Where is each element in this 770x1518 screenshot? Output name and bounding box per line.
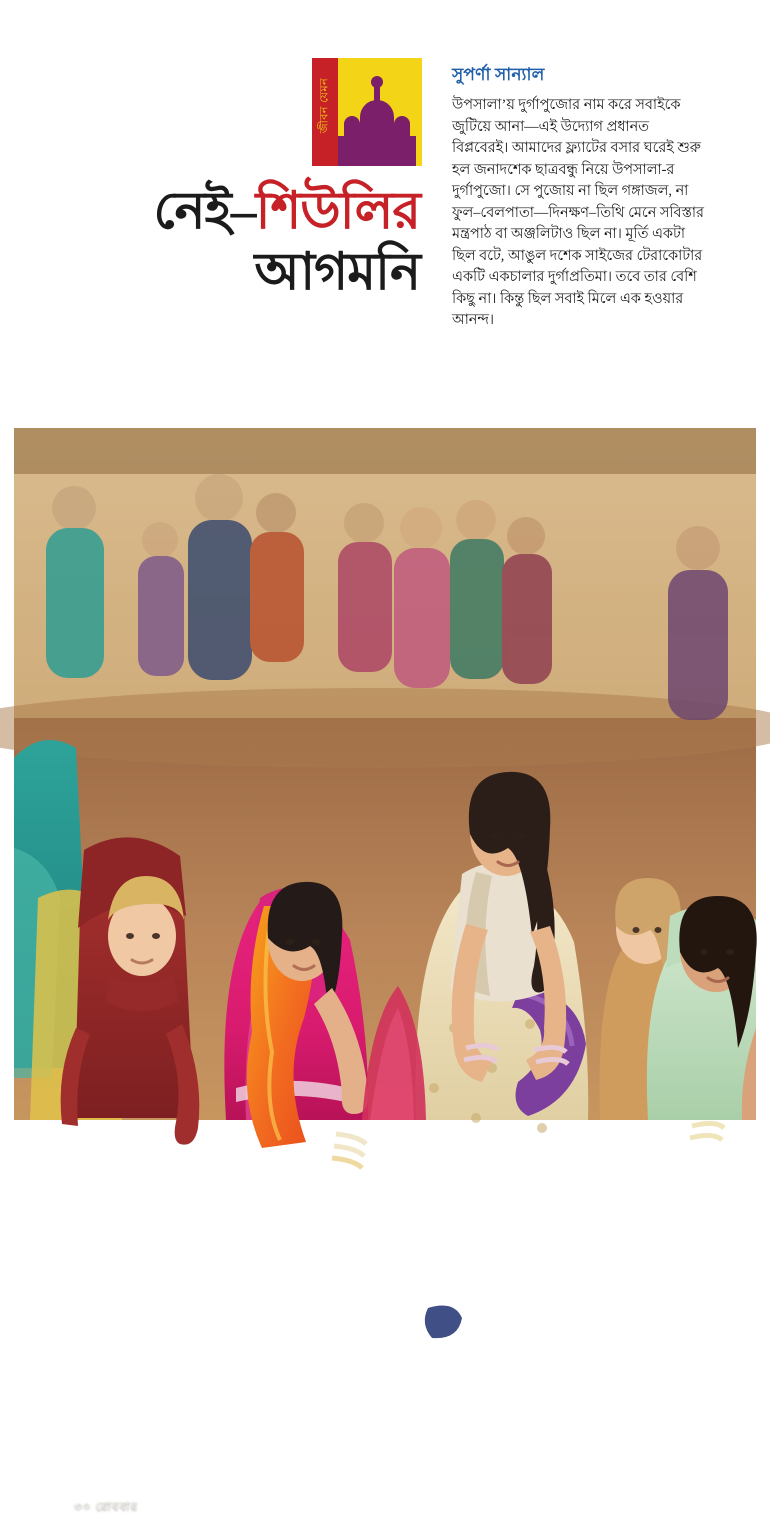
headline-line2-text: আগমন (254, 243, 420, 301)
standfirst-paragraph: উপসালা’য় দুর্গাপুজোর নাম করে সবাইকে জুটিয়ে আনা—এই উদ্যোগ প্রধানত বিপ্লবেরই। আমাদের ফ্ল্যাটের বসার ঘরেই শুরু হল জনাদশেক ছাত্রবন্ধু নিয়ে উপসালা-র দুর্গাপুজো। সে পুজোয় না ছিল গঙ্গাজল, না ফুল–বেলপাতা—দিনক্ষণ–তিথি মেনে সবিস্তার মন্ত্রপাঠ বা অঞ্জলিটাও ছিল না। মূর্তি একটা ছিল বটে, আঙুল দশেক সাইজের টেরাকোটার একটি একচালার দুর্গাপ্রতিমা। তবে তার বেশি কিছু না। কিন্তু ছিল সবাই মিলে এক হওয়ার আনন্দ। (452, 97, 704, 328)
magazine-logo (312, 58, 422, 166)
temple-silhouette-icon (338, 78, 416, 166)
headline-line1-accent: শিউলির (255, 183, 420, 240)
durga-puja-dance-photo (14, 428, 756, 1513)
page-title (40, 185, 420, 300)
logo-vertical-label: জীবন যেমন (318, 77, 331, 134)
article-byline: সুপর্ণা সান্যাল (452, 65, 545, 84)
article-standfirst (452, 95, 704, 332)
photo-artwork (14, 428, 756, 1120)
headline-line1-text: নেই– (153, 183, 256, 240)
page-folio: ৩০ রোববার (74, 1499, 138, 1513)
headline-line-2 (40, 243, 420, 301)
headline-line-1 (40, 185, 420, 240)
